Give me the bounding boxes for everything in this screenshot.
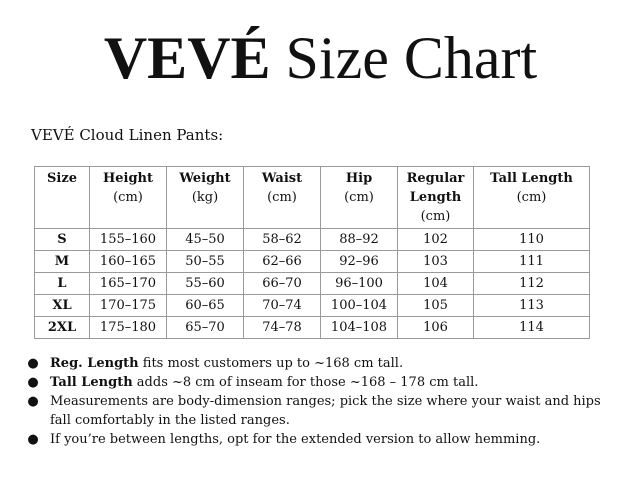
- height-cell: 165–170: [90, 273, 167, 295]
- table-row: [35, 317, 590, 339]
- height-cell: 160–165: [90, 251, 167, 273]
- waist-cell: 70–74: [244, 295, 321, 317]
- height-cell: 155–160: [90, 229, 167, 251]
- waist-cell: 58–62: [244, 229, 321, 251]
- header-height: [90, 167, 167, 229]
- header-label: Height: [102, 171, 154, 186]
- header-unit: (cm): [420, 209, 451, 224]
- header-label: Hip: [345, 171, 373, 186]
- waist-cell: 74–78: [244, 317, 321, 339]
- waist-cell: 62–66: [244, 251, 321, 273]
- weight-cell: 60–65: [167, 295, 244, 317]
- header-label-line2: Length: [409, 190, 462, 205]
- header-label: Size: [47, 171, 77, 186]
- tall-length-cell: 113: [474, 295, 590, 317]
- title-brand: VEVÉ: [103, 25, 271, 91]
- table-row: [35, 251, 590, 273]
- table-row: [35, 229, 590, 251]
- size-cell: M: [35, 251, 90, 273]
- note-text: fits most customers up to ~168 cm tall.: [138, 356, 404, 371]
- list-item: [26, 373, 616, 392]
- hip-cell: 88–92: [321, 229, 398, 251]
- note-text: Measurements are body-dimension ranges; pick the size where your waist and hips fall comfortably in the listed ranges.: [50, 394, 601, 428]
- list-item: [26, 430, 616, 449]
- regular-length-cell: 103: [398, 251, 474, 273]
- note-lead: Reg. Length: [50, 356, 139, 371]
- height-cell: 170–175: [90, 295, 167, 317]
- bullet-icon: ●: [27, 375, 39, 390]
- bullet-icon: ●: [27, 394, 39, 409]
- table-header-row: [35, 167, 590, 229]
- page-title: [0, 22, 641, 94]
- size-cell: L: [35, 273, 90, 295]
- header-unit: (cm): [516, 190, 547, 205]
- header-tall-length: [474, 167, 590, 229]
- size-cell: S: [35, 229, 90, 251]
- list-item: [26, 392, 616, 430]
- note-lead: Tall Length: [50, 375, 133, 390]
- tall-length-cell: 110: [474, 229, 590, 251]
- header-label: Waist: [261, 171, 303, 186]
- header-waist: [244, 167, 321, 229]
- weight-cell: 65–70: [167, 317, 244, 339]
- header-unit: (cm): [344, 190, 374, 205]
- list-item: [26, 354, 616, 373]
- hip-cell: 96–100: [321, 273, 398, 295]
- bullet-icon: ●: [27, 356, 39, 371]
- notes-list: [26, 354, 616, 449]
- tall-length-cell: 114: [474, 317, 590, 339]
- waist-cell: 66–70: [244, 273, 321, 295]
- header-label: Weight: [179, 171, 231, 186]
- weight-cell: 50–55: [167, 251, 244, 273]
- hip-cell: 104–108: [321, 317, 398, 339]
- tall-length-cell: 111: [474, 251, 590, 273]
- header-unit: (cm): [267, 190, 297, 205]
- header-weight: [167, 167, 244, 229]
- table-row: [35, 295, 590, 317]
- size-table: [34, 166, 590, 339]
- header-size: [35, 167, 90, 229]
- header-unit: (kg): [191, 190, 219, 205]
- regular-length-cell: 105: [398, 295, 474, 317]
- title-text: Size Chart: [285, 25, 538, 91]
- weight-cell: 45–50: [167, 229, 244, 251]
- note-text: adds ~8 cm of inseam for those ~168 – 178 cm tall.: [132, 375, 479, 390]
- table-row: [35, 273, 590, 295]
- product-name: VEVÉ Cloud Linen Pants:: [31, 126, 224, 144]
- header-regular-length: [398, 167, 474, 229]
- regular-length-cell: 106: [398, 317, 474, 339]
- regular-length-cell: 104: [398, 273, 474, 295]
- header-hip: [321, 167, 398, 229]
- bullet-icon: ●: [27, 432, 39, 447]
- hip-cell: 100–104: [321, 295, 398, 317]
- header-label: Regular: [406, 171, 465, 186]
- regular-length-cell: 102: [398, 229, 474, 251]
- size-cell: XL: [35, 295, 90, 317]
- hip-cell: 92–96: [321, 251, 398, 273]
- size-cell: 2XL: [35, 317, 90, 339]
- height-cell: 175–180: [90, 317, 167, 339]
- note-text: If you’re between lengths, opt for the extended version to allow hemming.: [50, 432, 541, 447]
- weight-cell: 55–60: [167, 273, 244, 295]
- header-label: Tall Length: [490, 171, 573, 186]
- tall-length-cell: 112: [474, 273, 590, 295]
- header-unit: (cm): [113, 190, 143, 205]
